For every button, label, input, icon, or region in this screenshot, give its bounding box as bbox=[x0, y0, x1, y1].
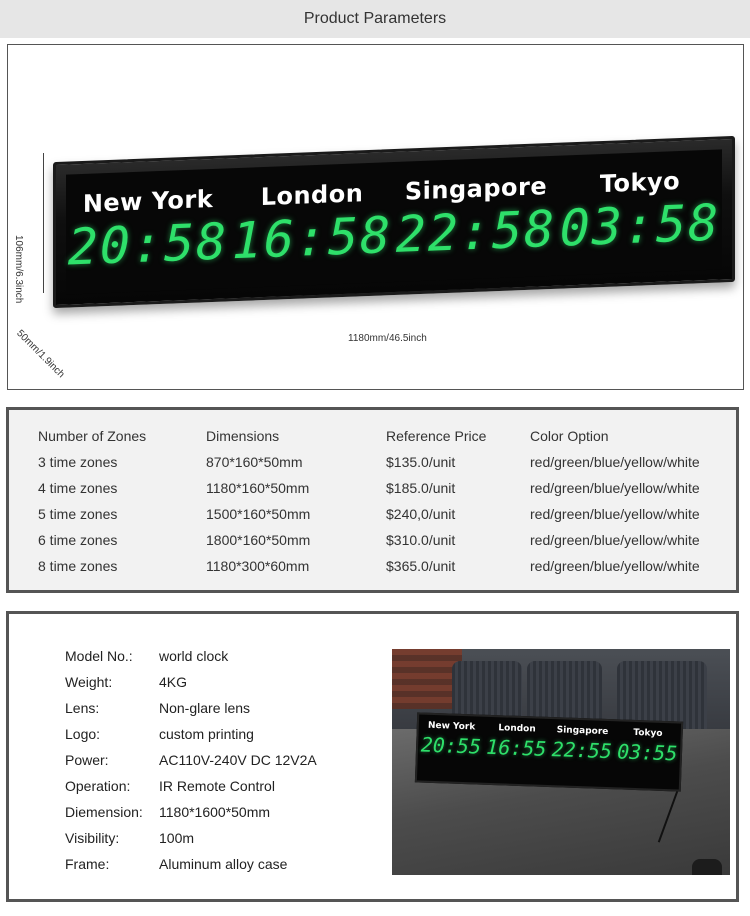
section-title: Product Parameters bbox=[303, 10, 447, 27]
spec-key: Frame: bbox=[65, 856, 110, 872]
table-row bbox=[9, 532, 736, 558]
spec-value: Non-glare lens bbox=[159, 700, 251, 716]
height-dimension-label: 106mm/6.3inch bbox=[13, 235, 24, 304]
zone-time: 16:58 bbox=[231, 206, 393, 271]
table-cell: red/green/blue/yellow/white bbox=[530, 558, 700, 574]
table-cell: $310.0/unit bbox=[386, 532, 456, 548]
table-cell: red/green/blue/yellow/white bbox=[530, 454, 700, 470]
product-image-frame bbox=[7, 44, 744, 390]
table-row bbox=[9, 454, 736, 480]
zone-time: 20:55 bbox=[420, 732, 482, 759]
zone-time: 22:58 bbox=[395, 199, 557, 264]
height-dimension-line bbox=[43, 153, 44, 293]
width-dimension-label: 1180mm/46.5inch bbox=[348, 333, 427, 344]
table-cell: 8 time zones bbox=[38, 558, 118, 574]
spec-key: Power: bbox=[65, 752, 109, 768]
table-header-row bbox=[9, 428, 736, 454]
clock-zone bbox=[548, 719, 616, 787]
spec-value: 4KG bbox=[159, 674, 188, 690]
table-cell: red/green/blue/yellow/white bbox=[530, 506, 700, 522]
clock-zone bbox=[66, 168, 230, 294]
table-row bbox=[9, 506, 736, 532]
table-cell: 4 time zones bbox=[38, 480, 118, 496]
spec-value: 100m bbox=[159, 830, 195, 846]
zone-time: 16:55 bbox=[485, 734, 547, 761]
spec-key: Lens: bbox=[65, 700, 100, 716]
spec-key: Visibility: bbox=[65, 830, 120, 846]
spec-key: Logo: bbox=[65, 726, 101, 742]
photo-world-clock bbox=[415, 712, 683, 791]
zone-time: 20:58 bbox=[67, 212, 229, 277]
clock-face bbox=[66, 149, 722, 294]
table-cell: 1800*160*50mm bbox=[206, 532, 311, 548]
column-header: Dimensions bbox=[206, 428, 280, 444]
zone-time: 22:55 bbox=[551, 737, 613, 764]
zone-city: London bbox=[260, 179, 364, 212]
table-cell: 6 time zones bbox=[38, 532, 118, 548]
column-header: Reference Price bbox=[386, 428, 487, 444]
clock-zone bbox=[482, 717, 550, 785]
spec-value: world clock bbox=[159, 648, 229, 664]
column-header: Number of Zones bbox=[38, 428, 147, 444]
zone-city: New York bbox=[427, 720, 476, 733]
table-cell: $240,0/unit bbox=[386, 506, 456, 522]
table-cell: $135.0/unit bbox=[386, 454, 456, 470]
table-cell: $365.0/unit bbox=[386, 558, 456, 574]
table-cell: 3 time zones bbox=[38, 454, 118, 470]
zone-city: London bbox=[498, 723, 536, 735]
clock-zone bbox=[613, 721, 681, 789]
zone-city: Tokyo bbox=[633, 727, 663, 739]
section-header bbox=[0, 0, 750, 38]
table-cell: 870*160*50mm bbox=[206, 454, 303, 470]
spec-value: AC110V-240V DC 12V2A bbox=[159, 752, 317, 768]
specifications-panel bbox=[6, 611, 739, 902]
zone-time: 03:55 bbox=[616, 739, 678, 766]
spec-value: custom printing bbox=[159, 726, 254, 742]
zone-city: Singapore bbox=[556, 725, 609, 738]
clock-zone bbox=[417, 714, 485, 782]
table-cell: 1500*160*50mm bbox=[206, 506, 311, 522]
table-cell: $185.0/unit bbox=[386, 480, 456, 496]
product-photo bbox=[392, 649, 730, 875]
spec-value: Aluminum alloy case bbox=[159, 856, 288, 872]
remote-control bbox=[692, 859, 722, 875]
table-cell: 1180*160*50mm bbox=[206, 480, 310, 496]
column-header: Color Option bbox=[530, 428, 609, 444]
table-cell: red/green/blue/yellow/white bbox=[530, 480, 700, 496]
clock-zone bbox=[230, 162, 394, 288]
zone-city: New York bbox=[82, 184, 214, 218]
clock-zone bbox=[558, 149, 722, 275]
spec-key: Model No.: bbox=[65, 648, 133, 664]
world-clock-display bbox=[53, 136, 735, 308]
table-row bbox=[9, 480, 736, 506]
depth-dimension-label: 50mm/1.9inch bbox=[14, 328, 67, 381]
zone-city: Tokyo bbox=[599, 167, 681, 199]
table-cell: 5 time zones bbox=[38, 506, 118, 522]
spec-value: IR Remote Control bbox=[159, 778, 275, 794]
spec-key: Weight: bbox=[65, 674, 113, 690]
pricing-table bbox=[6, 407, 739, 593]
spec-key: Diemension: bbox=[65, 804, 143, 820]
clock-zone bbox=[394, 156, 558, 282]
zone-city: Singapore bbox=[404, 172, 548, 206]
spec-value: 1180*1600*50mm bbox=[159, 804, 271, 820]
spec-key: Operation: bbox=[65, 778, 131, 794]
table-cell: 1180*300*60mm bbox=[206, 558, 310, 574]
table-cell: red/green/blue/yellow/white bbox=[530, 532, 700, 548]
zone-time: 03:58 bbox=[559, 193, 721, 258]
table-row bbox=[9, 558, 736, 584]
